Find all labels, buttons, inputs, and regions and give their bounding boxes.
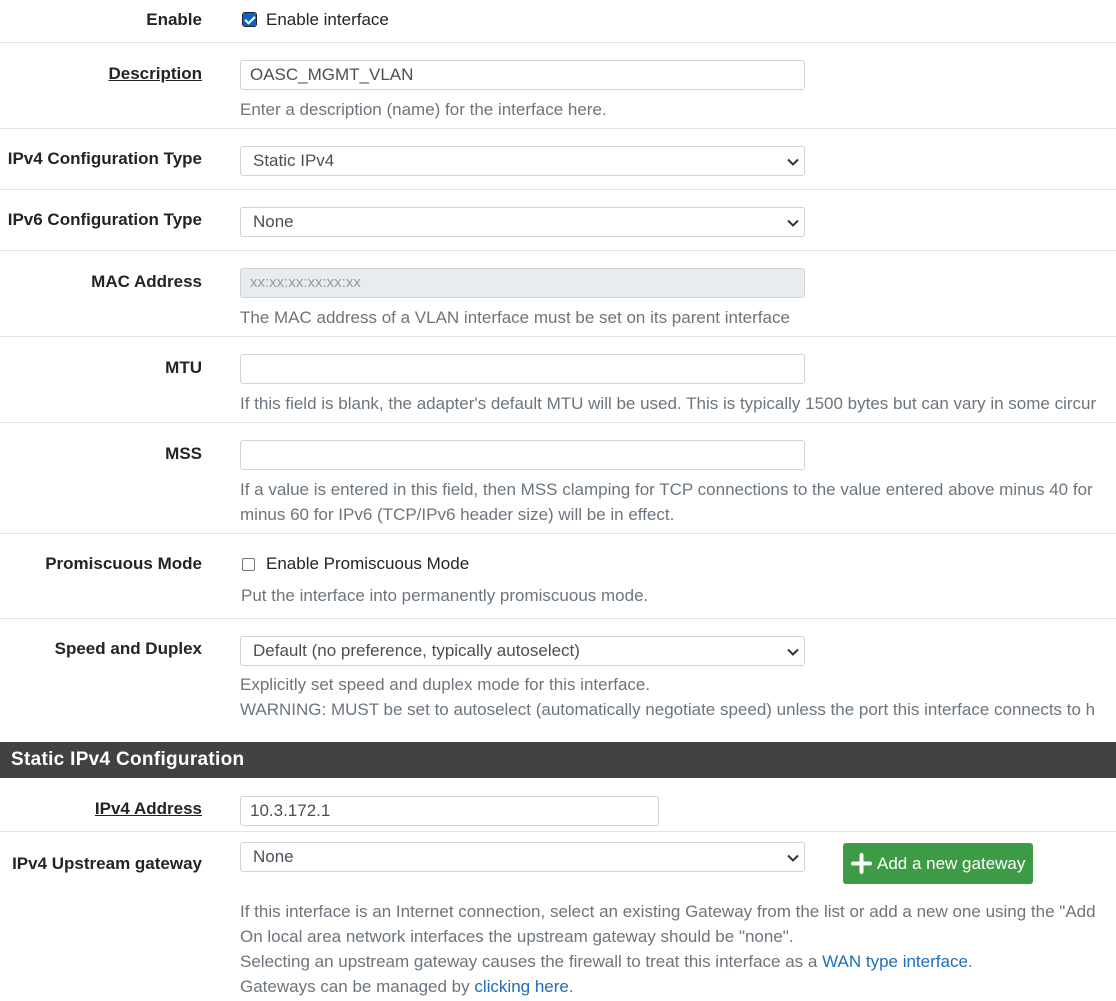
wan-type-interface-link[interactable]: WAN type interface [822, 952, 968, 971]
mss-input[interactable] [240, 440, 805, 470]
speed-duplex-help-line2: WARNING: MUST be set to autoselect (automatically negotiate speed) unless the port this interface connects to h [240, 700, 1096, 719]
ipv6-type-value: None [253, 212, 294, 231]
row-ipv4-type [0, 129, 1116, 190]
gateway-help-line4-suffix: . [568, 977, 574, 996]
row-promiscuous [0, 534, 1116, 619]
plus-icon [851, 853, 872, 874]
mac-address-label: MAC Address [91, 272, 202, 291]
row-enable [0, 0, 1116, 43]
add-new-gateway-button[interactable] [843, 843, 1033, 884]
ipv6-type-select[interactable] [240, 207, 805, 237]
ipv4-type-value: Static IPv4 [253, 151, 335, 170]
mtu-help: If this field is blank, the adapter's default MTU will be used. This is typically 1500 bytes but can vary in some circur [240, 394, 1097, 413]
speed-duplex-value: Default (no preference, typically autoselect) [253, 641, 580, 660]
gateway-help-line1: If this interface is an Internet connection, select an existing Gateway from the list or add a new one using the "Add [240, 902, 1096, 921]
row-ipv4-address [0, 778, 1116, 832]
gateway-help-line2: On local area network interfaces the upstream gateway should be "none". [240, 927, 794, 946]
chevron-down-icon [786, 216, 800, 230]
row-ipv6-type [0, 190, 1116, 251]
clicking-here-link[interactable]: clicking here [474, 977, 569, 996]
description-input[interactable]: OASC_MGMT_VLAN [240, 60, 805, 90]
ipv6-type-label: IPv6 Configuration Type [7, 210, 202, 229]
mtu-input[interactable] [240, 354, 805, 384]
promiscuous-label: Promiscuous Mode [45, 554, 202, 573]
upstream-gateway-select[interactable] [240, 842, 805, 872]
row-mss [0, 423, 1116, 534]
promiscuous-checkbox[interactable] [242, 558, 255, 571]
static-ipv4-section-header: Static IPv4 Configuration [0, 742, 1116, 778]
gateway-help-line4-prefix: Gateways can be managed by [240, 977, 475, 996]
enable-interface-checkbox[interactable] [243, 13, 256, 26]
gateway-help-line4 [240, 974, 574, 999]
promiscuous-checkbox-label[interactable]: Enable Promiscuous Mode [266, 554, 470, 573]
mss-help-line1: If a value is entered in this field, then MSS clamping for TCP connections to the value entered above minus 40 for [240, 480, 1093, 499]
ipv4-address-label: IPv4 Address [94, 799, 202, 818]
enable-interface-label[interactable]: Enable interface [266, 10, 389, 29]
row-mtu [0, 337, 1116, 423]
ipv4-type-select[interactable] [240, 146, 805, 176]
mss-label: MSS [165, 444, 202, 463]
add-new-gateway-label: Add a new gateway [877, 854, 1026, 873]
chevron-down-icon [786, 851, 800, 865]
mss-help-line2: minus 60 for IPv6 (TCP/IPv6 header size) will be in effect. [240, 505, 675, 524]
gateway-help-line3-suffix: . [967, 952, 973, 971]
row-description [0, 43, 1116, 129]
speed-duplex-select[interactable] [240, 636, 805, 666]
description-label: Description [108, 64, 202, 83]
mac-address-help: The MAC address of a VLAN interface must be set on its parent interface [240, 308, 790, 327]
enable-label: Enable [146, 10, 202, 29]
gateway-help-line3-prefix: Selecting an upstream gateway causes the firewall to treat this interface as a [240, 952, 823, 971]
speed-duplex-help-line1: Explicitly set speed and duplex mode for this interface. [240, 675, 651, 694]
promiscuous-help: Put the interface into permanently promiscuous mode. [241, 586, 649, 605]
gateway-help-line3 [240, 949, 973, 974]
row-mac-address [0, 251, 1116, 337]
upstream-gateway-label: IPv4 Upstream gateway [12, 854, 202, 873]
upstream-gateway-value: None [253, 847, 294, 866]
row-speed-duplex [0, 619, 1116, 731]
ipv4-address-input[interactable]: 10.3.172.1 [240, 796, 659, 826]
speed-duplex-label: Speed and Duplex [54, 639, 202, 658]
mac-address-input[interactable]: xx:xx:xx:xx:xx:xx [240, 268, 805, 298]
mtu-label: MTU [165, 358, 202, 377]
description-help: Enter a description (name) for the interface here. [240, 100, 607, 119]
ipv4-type-label: IPv4 Configuration Type [7, 149, 202, 168]
chevron-down-icon [786, 645, 800, 659]
chevron-down-icon [786, 155, 800, 169]
